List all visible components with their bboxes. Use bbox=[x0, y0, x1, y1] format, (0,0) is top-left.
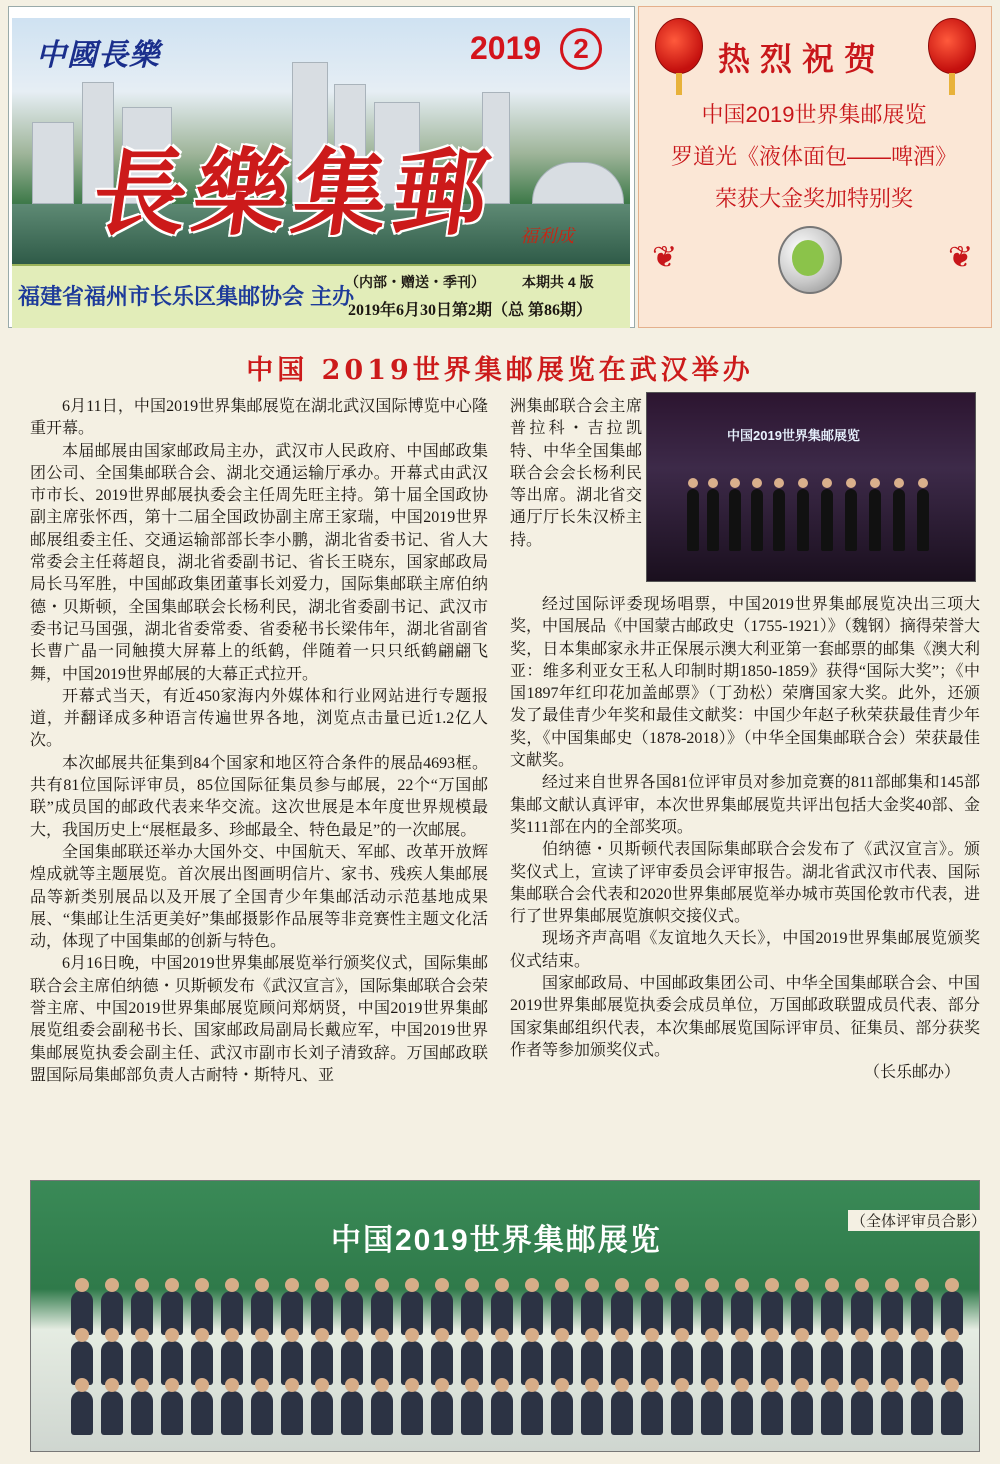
group-photo-banner: 中国2019世界集邮展览 bbox=[331, 1224, 662, 1257]
article-signoff: （长乐邮办） bbox=[863, 1064, 960, 1082]
paragraph: 6月11日，中国2019世界集邮展览在湖北武汉国际博览中心隆重开幕。 bbox=[30, 398, 488, 438]
paragraph: 本次邮展共征集到84个国家和地区符合条件的展品4693框。共有81位国际评审员，85位国际征集员参与邮展，22个“万国邮联”成员国的邮政代表来华交流。这次世展是本年度世界规模最大，我国历史上“展框最多、珍邮最全、特色最足”的一次邮展。 bbox=[30, 754, 488, 839]
ornament-icon: ❦ bbox=[948, 240, 974, 275]
paragraph: 经过国际评委现场唱票，中国2019世界集邮展览决出三项大奖，中国展品《中国蒙古邮政史（1755-1921）》（魏钢）摘得荣誉大奖，日本集邮家永井正保展示澳大利亚第一套邮票的邮集《澳大利亚：维多利亚女王私人印制时期1850-1859》获得“国际大奖”；《中国1897年红印花加盖邮票》（丁劲松）荣膺国家大奖。此外，还颁发了最佳青少年奖和最佳文献奖：中国少年赵子秋荣获最佳青少年奖，《中国集邮史（1878-2018）》（中华全国集邮联合会）荣获最佳文献奖。 bbox=[510, 596, 980, 770]
congrats-line-2: 罗道光《液体面包——啤酒》 bbox=[670, 144, 957, 169]
issue-year: 2019 bbox=[470, 30, 542, 66]
brand-small-logo: 中國長樂 bbox=[36, 38, 160, 73]
organizer: 福建省福州市长乐区集邮协会 主办 bbox=[18, 284, 355, 309]
publication-type: （内部・赠送・季刊） bbox=[345, 274, 485, 290]
paragraph: 国家邮政局、中国邮政集团公司、中华全国集邮联合会、中国2019世界集邮展览执委会成员单位，万国邮政联盟成员代表、部分国家集邮组织代表，本次集邮展览国际评审员、征集员、部分获奖作者等参加颁奖仪式。 bbox=[510, 975, 980, 1059]
congrats-line-1: 中国2019世界集邮展览 bbox=[701, 102, 927, 127]
dateline: 2019年6月30日第2期（总 第86期） bbox=[348, 302, 593, 319]
paragraph: 6月16日晚，中国2019世界集邮展览举行颁奖仪式，国际集邮联合会主席伯纳德・贝斯顿发布《武汉宣言》，国际集邮联合会荣誉主席、中国2019世界集邮展览顾问郑炳贤，中国2019世界集邮展览组委会副秘书长、国家邮政局副局长戴应军，中国2019世界集邮展览执委会副主任、武汉市副市长刘子清致辞。万国邮政联盟国际局集邮部负责人古耐特・斯特凡、亚 bbox=[30, 955, 488, 1084]
paragraph: 开幕式当天，有近450家海内外媒体和行业网站进行专题报道，并翻译成多种语言传遍世界各地，浏览点击量已近1.2亿人次。 bbox=[30, 687, 488, 750]
article-column-right-narrow bbox=[510, 396, 642, 552]
congrats-line-3: 荣获大金奖加特别奖 bbox=[714, 186, 913, 211]
ornament-icon: ❦ bbox=[652, 240, 678, 275]
award-ceremony-photo bbox=[646, 392, 976, 582]
group-photo bbox=[30, 1180, 980, 1452]
article-column-right bbox=[510, 594, 980, 1085]
paragraph: 全国集邮联还举办大国外交、中国航天、军邮、改革开放辉煌成就等主题展览。首次展出图画明信片、家书、残疾人集邮展品等新类别展品以及开展了全国青少年集邮活动示范基地成果展、“集邮让生活更美好”集邮摄影作品展等非竞赛性主题文化活动，体现了中国集邮的创新与特色。 bbox=[30, 843, 488, 951]
article-headline: 中国 2019世界集邮展览在武汉举办 bbox=[246, 355, 754, 386]
mascot-icon bbox=[792, 240, 824, 276]
group-photo-caption: （全体评审员合影） bbox=[848, 1210, 989, 1231]
calligraphy-signature: 福利成 bbox=[520, 226, 574, 247]
paragraph: 现场齐声高唱《友谊地久天长》，中国2019世界集邮展览颁奖仪式结束。 bbox=[510, 930, 980, 970]
stage-backdrop-title: 中国2019世界集邮展览 bbox=[727, 428, 860, 443]
paragraph-continued: 洲集邮联合会主席普拉科・吉拉凯特、中华全国集邮联合会会长杨利民等出席。湖北省交通厅厅长朱汉桥主持。 bbox=[510, 398, 642, 549]
newspaper-title: 長樂集郵 bbox=[86, 139, 502, 249]
lantern-icon bbox=[655, 18, 703, 74]
article-column-left bbox=[30, 396, 488, 1087]
paragraph: 经过来自世界各国81位评审员对参加竞赛的811部邮集和145部集邮文献认真评审，本次世界集邮展览共评出包括大金奖40部、金奖111部在内的全部奖项。 bbox=[510, 774, 980, 836]
congrats-heading: 热烈祝贺 bbox=[718, 40, 887, 78]
page-count: 本期共 4 版 bbox=[522, 274, 594, 290]
lantern-icon bbox=[928, 18, 976, 74]
paragraph: 本届邮展由国家邮政局主办，武汉市人民政府、中国邮政集团公司、全国集邮联合会、湖北交通运输厅承办。开幕式由武汉市市长、2019世界邮展执委会主任周先旺主持。第十届全国政协副主席张怀西，第十二届全国政协副主席王家瑞，中国2019世界邮展组委主任、交通运输部部长李小鹏，湖北省委书记、省人大常委会主任蒋超良，湖北省委副书记、省长王晓东，国家邮政局局长马军胜，中国邮政集团董事长刘爱力，国际集邮联主席伯纳德・贝斯顿，全国集邮联会长杨利民，湖北省委副书记、武汉市委书记马国强，湖北省委常委、省委秘书长梁伟年，湖北省副省长曹广晶一同触摸大屏幕上的纸鹤，伴随着一只只纸鹤翩翩飞舞，中国2019世界邮展的大幕正式拉开。 bbox=[30, 442, 488, 683]
paragraph: 伯纳德・贝斯顿代表国际集邮联合会发布了《武汉宣言》。颁奖仪式上，宣读了评审委员会评审报告。湖北省武汉市代表、国际集邮联合会代表和2020世界集邮展览举办城市英国伦敦市代表，进行了世界集邮展览旗帜交接仪式。 bbox=[510, 841, 980, 926]
issue-number: 2 bbox=[560, 28, 602, 70]
